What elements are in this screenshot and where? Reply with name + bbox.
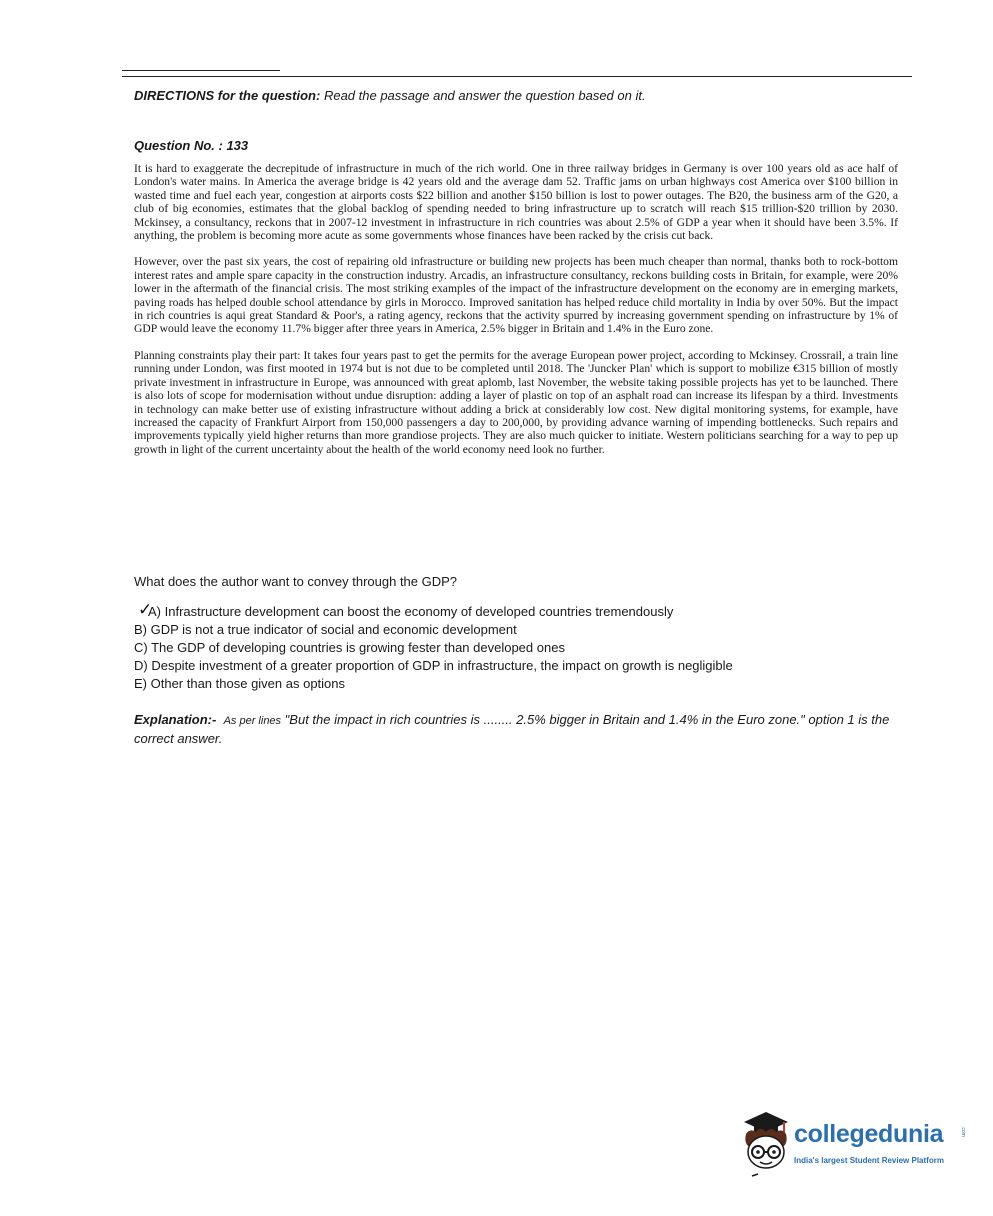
collegedunia-logo[interactable] bbox=[736, 1108, 966, 1180]
question-text: What does the author want to convey through the GDP? bbox=[134, 574, 458, 589]
directions bbox=[134, 88, 904, 103]
mascot-icon bbox=[736, 1108, 792, 1180]
header-rule bbox=[122, 76, 912, 77]
option-b[interactable] bbox=[134, 621, 904, 639]
explanation bbox=[134, 711, 898, 748]
option-c[interactable] bbox=[134, 639, 904, 657]
logo-domain: .com bbox=[960, 1126, 966, 1137]
header-rule-short bbox=[122, 70, 280, 71]
option-label: E) Other than those given as options bbox=[134, 676, 346, 691]
explanation-text: "But the impact in rich countries is ........ 2.5% bigger in Britain and 1.4% in the Euro zone." option 1 is the correct answer. bbox=[134, 712, 890, 746]
option-label: C) The GDP of developing countries is growing fester than developed ones bbox=[134, 640, 565, 655]
explanation-label: Explanation:- bbox=[134, 712, 217, 727]
passage-paragraph: Planning constraints play their part: It takes four years past to get the permits for the average European power project, according to Mckinsey. Crossrail, a train line running under London, was first mooted in 1974 but is not due to be completed until 2018. The 'Juncker Plan' which is support to mobilize €315 billion of mostly private investment in infrastructure in Europe, was announced with great aplomb, last November, the website taking possible projects has yet to be launched. There is also lots of scope for modernisation without undue disruption: adding a layer of plastic on top of an asphalt road can increase its lifespan by a third. Investments in technology can make better use of existing infrastructure without adding a brick at considerably low cost. New digital monitoring systems, for example, have increased the capacity of Frankfurt Airport from 150,000 passengers a day to 200,000, by providing advance warning of impending bottlenecks. Such repairs and improvements typically yield higher returns than more grandiose projects. They are also much quicker to initiate. Western politicians searching for a way to pep up growth in light of the current uncertainty about the health of the world economy need look no further. bbox=[134, 348, 898, 456]
checkmark-icon: ✓ bbox=[138, 600, 153, 619]
logo-wordmark: collegedunia bbox=[794, 1120, 944, 1148]
directions-label: DIRECTIONS for the question: bbox=[134, 88, 321, 103]
option-label: A) Infrastructure development can boost the economy of developed countries tremendously bbox=[148, 604, 674, 619]
question-number: Question No. : 133 bbox=[134, 138, 249, 153]
option-e[interactable] bbox=[134, 675, 904, 693]
passage-paragraph: However, over the past six years, the cost of repairing old infrastructure or building new projects has been much cheaper than normal, thanks both to rock-bottom interest rates and ample spare capacity in the construction industry. Arcadis, an infrastructure consultancy, reckons building costs in Britain, for example, were 20% lower in the aftermath of the financial crisis. The most striking examples of the impact of the infrastructure development on the economy are in emerging markets, paving roads has helped double school attendance by girls in Morocco. Improved sanitation has helped reduce child mortality in India by over 50%. But the impact in rich countries is aqui great Standard & Poor's, a rating agency, reckons that the activity spurred by increasing government spending on infrastructure by 1% of GDP would leave the economy 11.7% bigger after three years in America, 2.5% bigger in Britain and 1.4% in the Euro zone. bbox=[134, 255, 898, 336]
passage bbox=[134, 162, 898, 469]
explanation-lead: As per lines bbox=[223, 715, 282, 727]
option-label: B) GDP is not a true indicator of social and economic development bbox=[134, 622, 517, 637]
directions-text: Read the passage and answer the question based on it. bbox=[320, 88, 646, 103]
option-a[interactable] bbox=[134, 600, 904, 621]
option-d[interactable] bbox=[134, 657, 904, 675]
passage-paragraph: It is hard to exaggerate the decrepitude of infrastructure in much of the rich world. One in three railway bridges in Germany is over 100 years old as ace half of London's water mains. In America the average bridge is 42 years old and the average dam 52. Traffic jams on urban highways cost America over $100 billion in wasted time and fuel each year, congestion at airports costs $22 billion and another $150 billion is lost to power outages. The B20, the business arm of the G20, a club of big economies, estimates that the global backlog of spending needed to bring infrastructure up to scratch will reach $15 trillion-$20 trillion by 2030. Mckinsey, a consultancy, reckons that in 2007-12 investment in infrastructure in rich countries was about 2.5% of GDP a year when it should have been 3.5%. If anything, the problem is becoming more acute as some governments whose finances have been racked by the crisis cut back. bbox=[134, 162, 898, 243]
option-label: D) Despite investment of a greater proportion of GDP in infrastructure, the impact on growth is negligible bbox=[134, 658, 733, 673]
logo-tagline: India's largest Student Review Platform bbox=[794, 1156, 944, 1165]
answer-options bbox=[134, 600, 904, 693]
